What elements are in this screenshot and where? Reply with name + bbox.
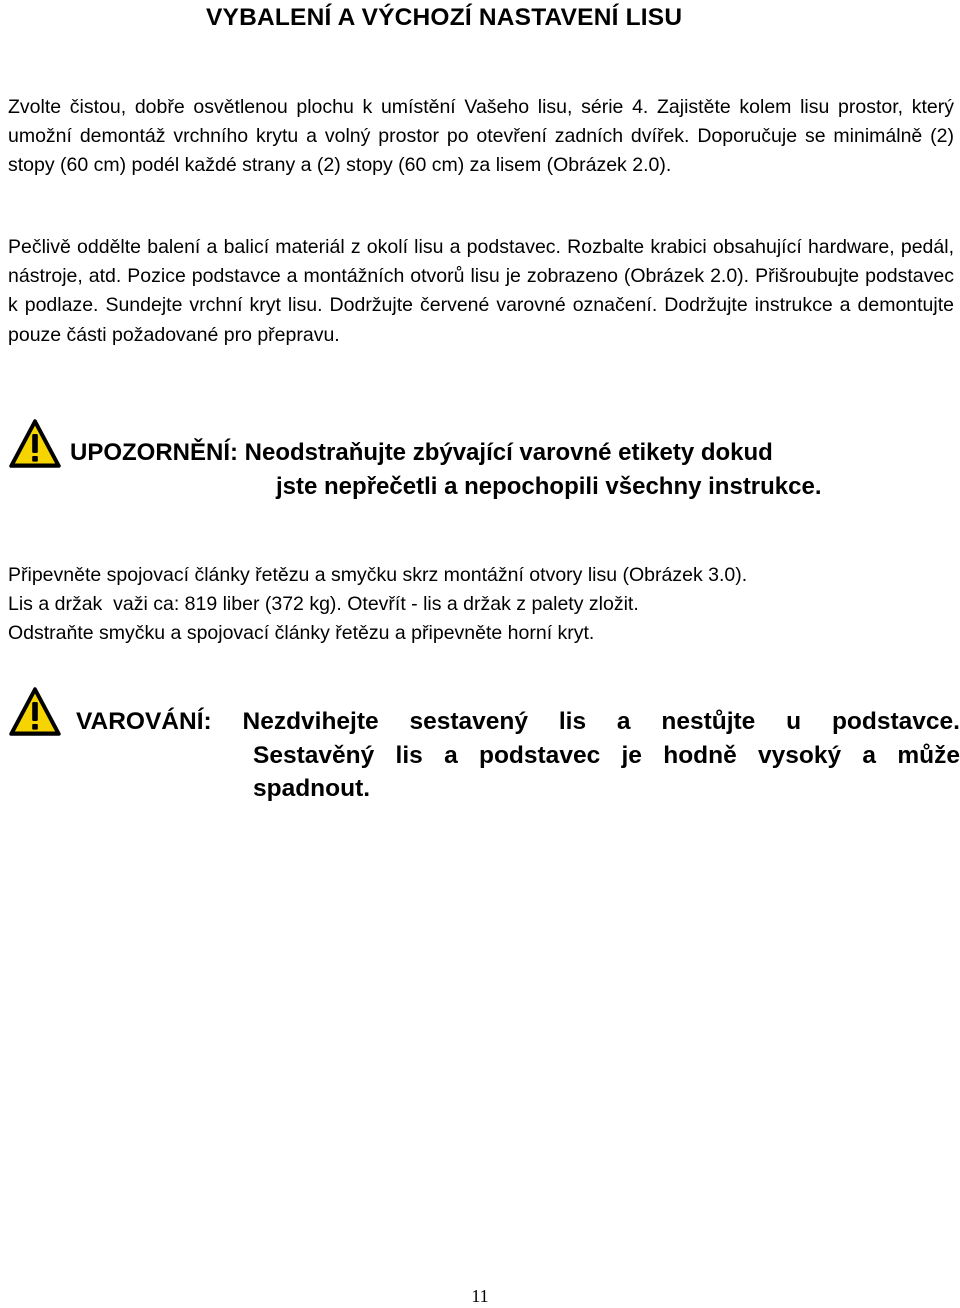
warning-line2: Sestavěný lis a podstavec je hodně vysoký a může	[253, 741, 960, 769]
warning-triangle-icon	[8, 686, 62, 738]
warning-word: lis	[558, 708, 587, 735]
warning-label: VAROVÁNÍ:	[76, 708, 212, 735]
lifting-line3: Odstraňte smyčku a spojovací články řetězu a připevněte horní kryt.	[8, 622, 595, 645]
warning-line3: spadnout.	[253, 775, 371, 802]
warning-word: sestavený	[409, 708, 528, 735]
caution-notice	[70, 436, 822, 504]
caution-label: UPOZORNĚNÍ:	[70, 439, 238, 466]
caution-text-line2: jste nepřečetli a nepochopili všechny instrukce.	[276, 473, 822, 500]
warning-word: a	[616, 708, 631, 735]
page-number: 11	[471, 1286, 489, 1306]
caution-text-line1: Neodstraňujte zbývající varovné etikety dokud	[244, 439, 773, 466]
paragraph-placement: Zvolte čistou, dobře osvětlenou plochu k umístění Vašeho lisu, série 4. Zajistěte kolem lisu prostor, který umožní demontáž vrchního krytu a volný prostor po otevření zadních dvířek. Doporučuje se minimálně (2) stopy (60 cm) podél každé strany a (2) stopy (60 cm) za lisem (Obrázek 2.0).	[8, 96, 954, 177]
lifting-line2: Lis a držak važi ca: 819 liber (372 kg). Otevřít - lis a držak z palety zložit.	[8, 593, 639, 616]
warning-triangle-icon	[8, 418, 62, 470]
warning-word: nestůjte	[661, 708, 756, 735]
warning-word: Nezdvihejte	[242, 708, 379, 735]
warning-word: u	[786, 708, 802, 735]
paragraph-lifting	[8, 561, 954, 649]
lifting-line1: Připevněte spojovací články řetězu a smyčku skrz montážní otvory lisu (Obrázek 3.0).	[8, 564, 748, 586]
paragraph-unpacking: Pečlivě oddělte balení a balicí materiál z okolí lisu a podstavec. Rozbalte krabici obsahující hardware, pedál, nástroje, atd. Pozice podstavce a montážních otvorů lisu je zobrazeno (Obrázek 2.0). Přišroubujte podstavec k podlaze. Sundejte vrchní kryt lisu. Dodržujte červené varovné označení. Dodržujte instrukce a demontujte pouze části požadované pro přepravu.	[8, 236, 954, 346]
warning-word: podstavce.	[831, 708, 960, 735]
page-title: VYBALENÍ A VÝCHOZÍ NASTAVENÍ LISU	[206, 4, 683, 31]
warning-notice	[76, 705, 960, 806]
warning-line1	[76, 705, 960, 739]
